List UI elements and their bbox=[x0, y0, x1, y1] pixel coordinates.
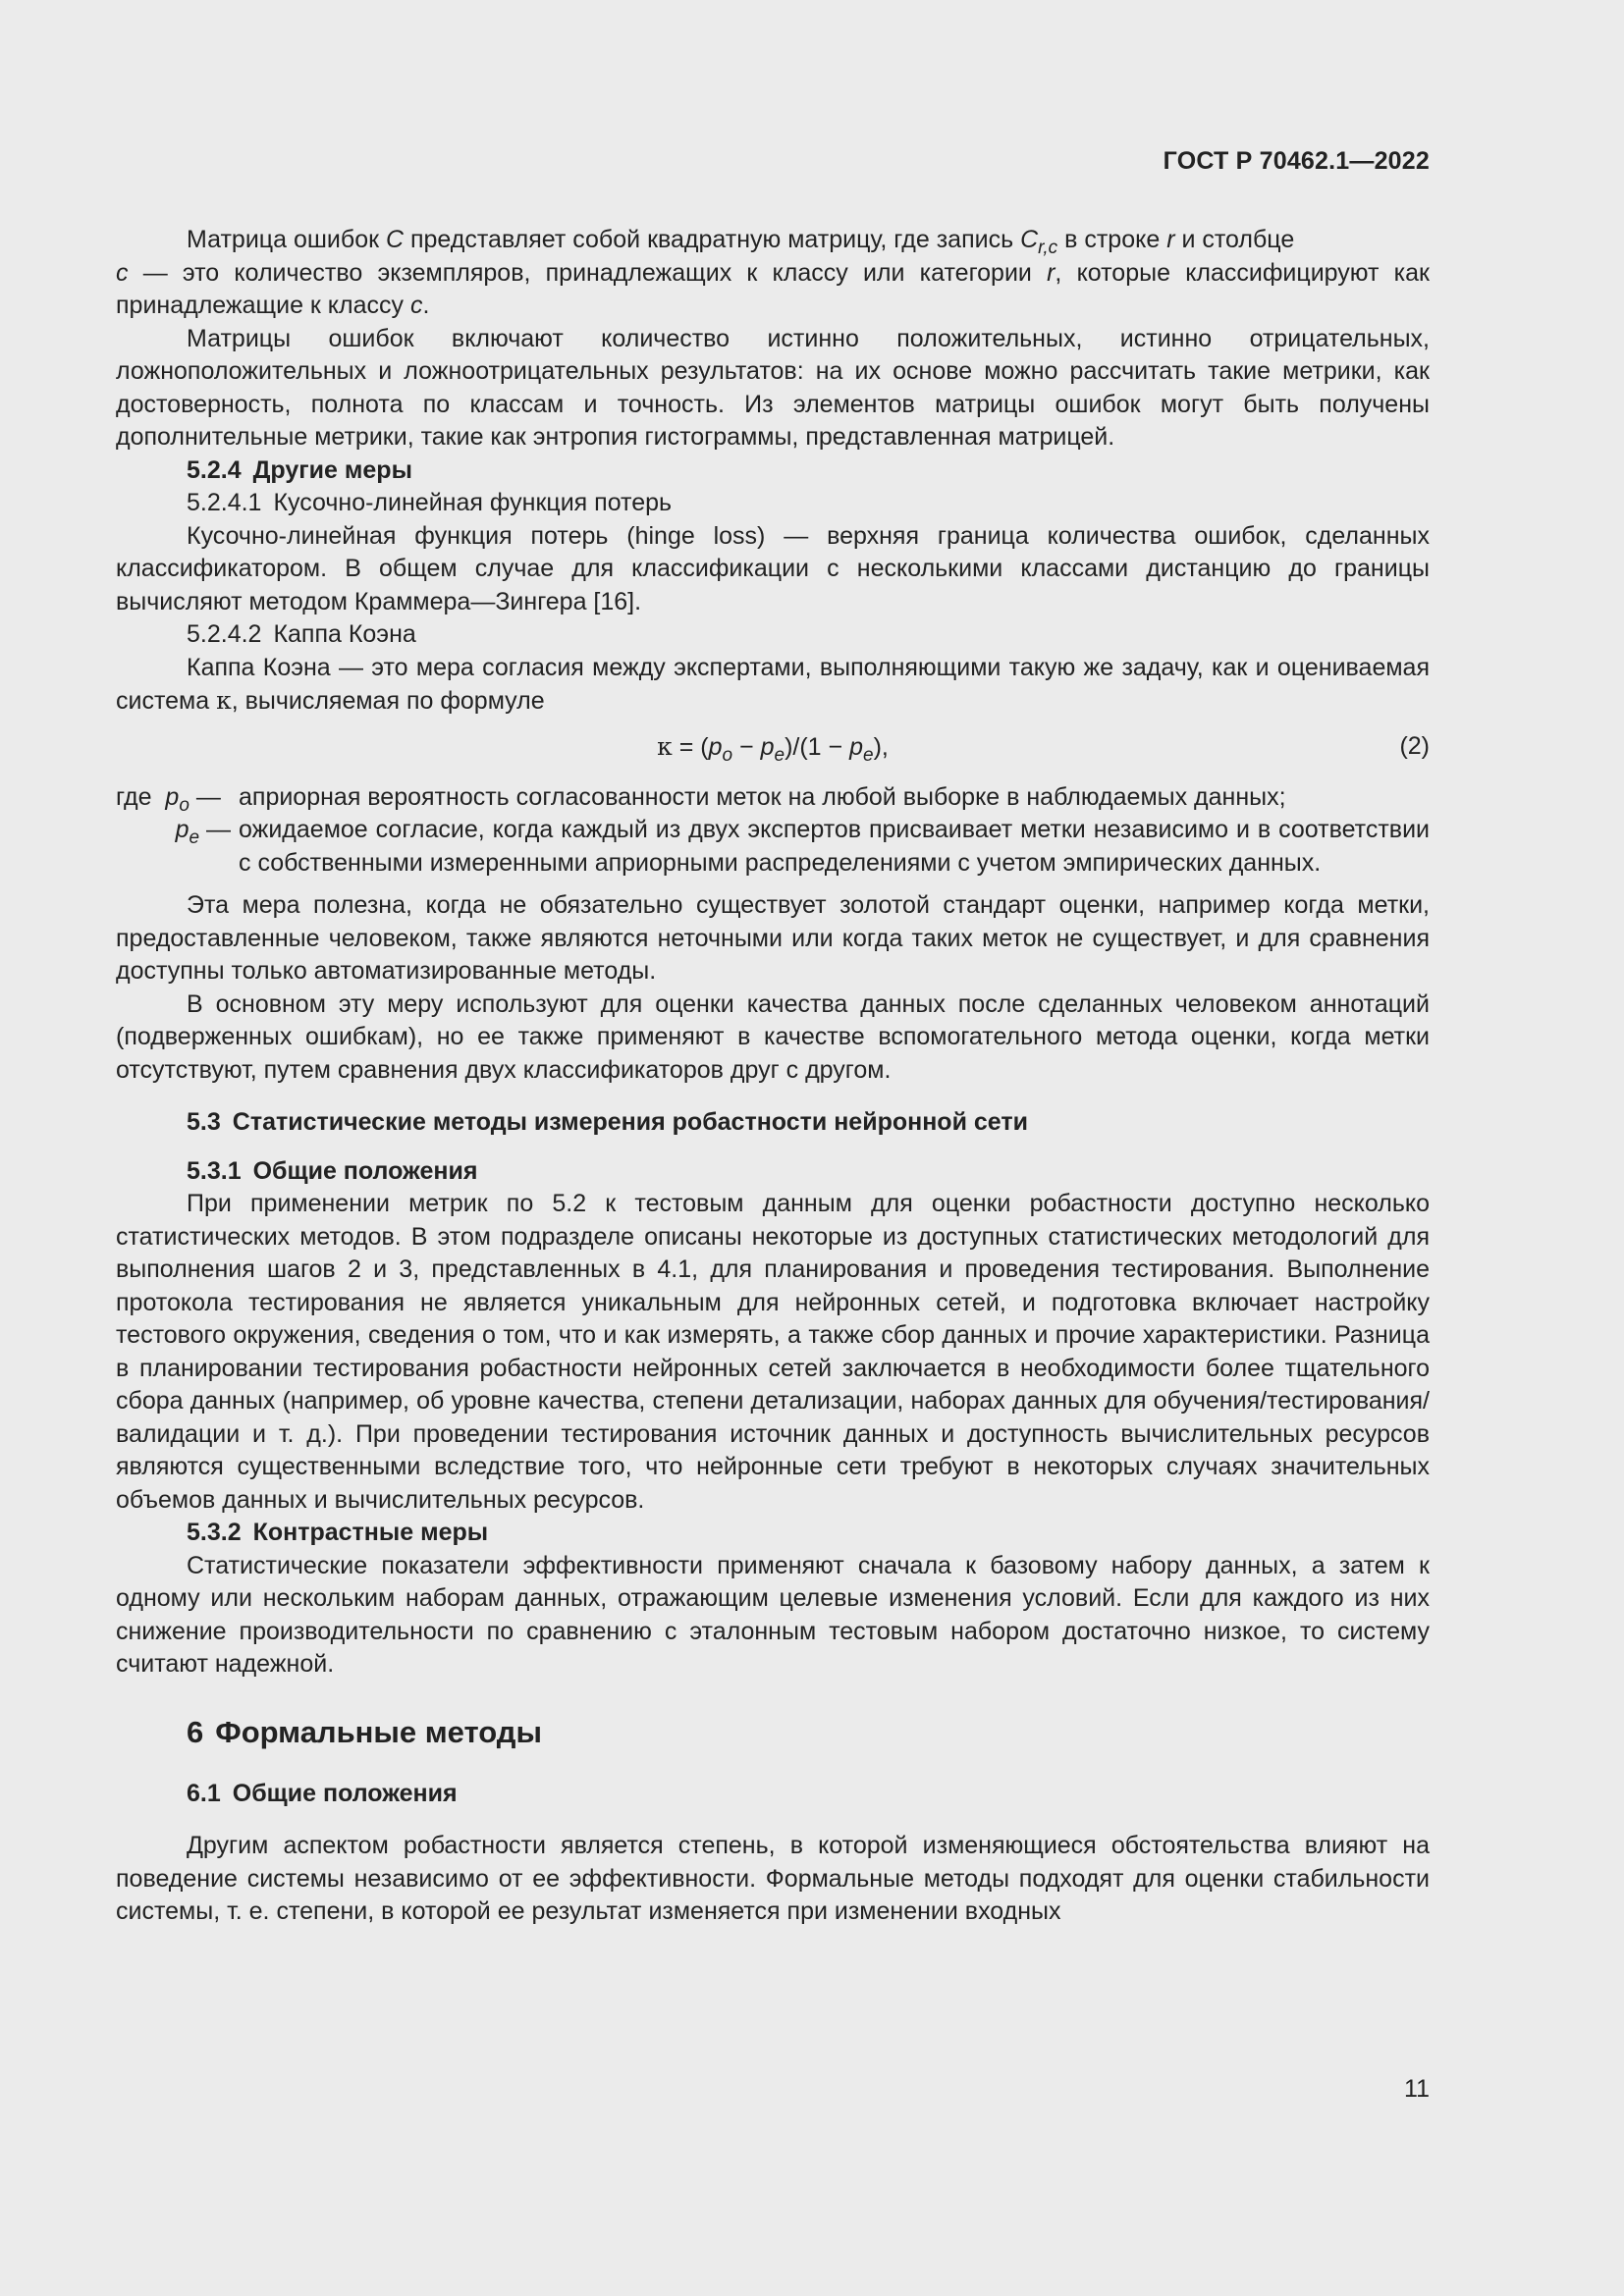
section-number: 6 bbox=[187, 1714, 204, 1749]
section-heading-5-2-4-2 bbox=[116, 618, 1430, 652]
math-subscript: e bbox=[189, 828, 200, 848]
kappa-symbol: κ bbox=[216, 686, 232, 715]
section-heading-6-1 bbox=[116, 1778, 1430, 1811]
paragraph-confusion-matrix bbox=[116, 224, 1430, 323]
formula-legend bbox=[116, 781, 1430, 881]
text-run: представляет собой квадратную матрицу, где запись bbox=[404, 226, 1021, 253]
math-var: r bbox=[1166, 226, 1175, 253]
page-content bbox=[116, 224, 1430, 1929]
math-var: p bbox=[165, 782, 180, 811]
section-number: 5.3.1 bbox=[187, 1156, 242, 1185]
section-heading-5-3-2 bbox=[116, 1517, 1430, 1550]
section-title: Статистические методы измерения робастности нейронной сети bbox=[232, 1108, 1028, 1136]
section-number: 5.3 bbox=[187, 1108, 221, 1136]
math-var: r bbox=[1047, 258, 1056, 287]
legend-text-pe: ожидаемое согласие, когда каждый из двух экспертов присваивает метки независимо и в соответствии с собственными измеренными априорными распределениями с учетом эмпирических данных. bbox=[239, 816, 1430, 877]
math-subscript: o bbox=[722, 744, 733, 766]
text-run: , вычисляемая по формуле bbox=[231, 687, 545, 715]
section-title: Формальные методы bbox=[215, 1714, 542, 1749]
math-var: c bbox=[116, 258, 129, 287]
section-number: 6.1 bbox=[187, 1779, 221, 1807]
section-number: 5.2.4 bbox=[187, 455, 242, 484]
math-var: p bbox=[708, 732, 723, 761]
formula-kappa bbox=[116, 726, 1430, 768]
section-number: 5.3.2 bbox=[187, 1519, 242, 1546]
text-run: и столбце bbox=[1174, 226, 1295, 253]
text-run: Матрица ошибок bbox=[187, 226, 386, 253]
math-subscript: e bbox=[862, 744, 874, 766]
formula-text: − bbox=[732, 732, 761, 761]
text-run: — это количество экземпляров, принадлежащих к классу или категории bbox=[128, 258, 1048, 287]
section-title: Кусочно-линейная функция потерь bbox=[273, 489, 673, 516]
document-header: ГОСТ Р 70462.1—2022 bbox=[1163, 147, 1430, 175]
math-subscript: r,c bbox=[1038, 238, 1058, 258]
paragraph-annotation-quality: В основном эту меру используют для оценки качества данных после сделанных человеком аннотаций (подверженных ошибкам), но ее также применяют в качестве вспомогательного метода оценки, когда метки отсутствуют, путем сравнения двух классификаторов друг с другом. bbox=[116, 989, 1430, 1084]
paragraph-hinge-loss: Кусочно-линейная функция потерь (hinge loss) — верхняя граница количества ошибок, сделанных классификатором. В общем случае для классификации с несколькими классами дистанцию до границы вычисляют методом Краммера—Зингера [16]. bbox=[116, 521, 1430, 615]
paragraph-statistical-methods: При применении метрик по 5.2 к тестовым данным для оценки робастности доступно несколько статистических методов. В этом подразделе описаны некоторые из доступных статистических методологий для выполнения шагов 2 и 3, представленных в 4.1, для планирования и проведения тестирования. Выполнение протокола тестирования не является уникальным для нейронных сетей, и подготовка включает настройку тестового окружения, сведения о том, что и как измерять, а также сбор данных и прочие характеристики. Разница в планировании тестирования робастности нейронных сетей заключается в необходимости более тщательного сбора данных (например, об уровне качества, степени детализации, наборах данных для обучения/тестирования/валидации и т. д.). При проведении тестирования источник данных и доступность вычислительных ресурсов являются существенными вследствие того, что нейронные сети требуют в некоторых случаях значительных объемов данных и вычислительных ресурсов. bbox=[116, 1190, 1430, 1514]
paragraph-confusion-metrics: Матрицы ошибок включают количество истинно положительных, истинно отрицательных, ложноположительных и ложноотрицательных результатов: на их основе можно рассчитать такие метрики, как достоверность, полнота по классам и точность. Из элементов матрицы ошибок могут быть получены дополнительные метрики, такие как энтропия гистограммы, представленная матрицей. bbox=[116, 324, 1430, 451]
section-heading-6 bbox=[116, 1713, 1430, 1752]
page-number: 11 bbox=[1404, 2075, 1430, 2103]
text-run: . bbox=[422, 292, 430, 319]
paragraph-cohen-kappa bbox=[116, 652, 1430, 719]
section-title: Другие меры bbox=[252, 455, 412, 484]
legend-dash: — bbox=[199, 816, 231, 843]
math-var: C bbox=[385, 226, 405, 253]
section-title: Каппа Коэна bbox=[273, 620, 416, 648]
section-heading-5-2-4-1 bbox=[116, 487, 1430, 520]
math-var-base: C bbox=[1020, 226, 1039, 253]
section-heading-5-2-4 bbox=[116, 454, 1430, 488]
math-subscript: o bbox=[179, 794, 189, 816]
paragraph-gold-standard: Эта мера полезна, когда не обязательно существует золотой стандарт оценки, например когда метки, предоставленные человеком, также являются неточными или когда таких меток не существует, и для сравнения доступны только автоматизированные методы. bbox=[116, 891, 1430, 985]
formula-text: = ( bbox=[672, 732, 709, 761]
section-number: 5.2.4.1 bbox=[187, 489, 262, 516]
section-title: Общие положения bbox=[232, 1779, 458, 1807]
legend-text-po: априорная вероятность согласованности меток на любой выборке в наблюдаемых данных; bbox=[239, 782, 1286, 811]
math-var: p bbox=[849, 732, 863, 761]
legend-term-po bbox=[116, 781, 239, 815]
paragraph-contrast-measures: Статистические показатели эффективности применяют сначала к базовому набору данных, а затем к одному или нескольким наборам данных, отражающим целевые изменения условий. Если для каждого из них снижение производительности по сравнению с эталонным тестовым набором достаточно низкое, то систему считают надежной. bbox=[116, 1551, 1430, 1678]
kappa-symbol: κ bbox=[657, 731, 673, 761]
formula-text: ), bbox=[873, 732, 889, 761]
text-run: , которые классифицируют как принадлежащие к классу bbox=[116, 258, 1430, 319]
math-var: p bbox=[760, 732, 775, 761]
math-var: p bbox=[175, 816, 189, 843]
where-label: где bbox=[116, 782, 152, 811]
paragraph-formal-methods: Другим аспектом робастности является степень, в которой изменяющиеся обстоятельства влияют на поведение системы независимо от ее эффективности. Формальные методы подходят для оценки стабильности системы, т. е. степени, в которой ее результат изменяется при изменении входных bbox=[116, 1832, 1430, 1925]
legend-term-pe bbox=[116, 814, 239, 880]
section-number: 5.2.4.2 bbox=[187, 620, 262, 648]
legend-dash: — bbox=[189, 782, 221, 811]
formula-expression bbox=[116, 730, 1430, 765]
math-subscript: e bbox=[774, 744, 785, 766]
section-title: Контрастные меры bbox=[252, 1519, 489, 1546]
section-heading-5-3-1 bbox=[116, 1155, 1430, 1189]
math-var bbox=[1020, 226, 1058, 258]
text-run: в строке bbox=[1057, 226, 1167, 253]
formula-number: (2) bbox=[1399, 731, 1430, 760]
math-var: c bbox=[409, 292, 423, 319]
section-heading-5-3 bbox=[116, 1106, 1430, 1140]
formula-text: )/(1 − bbox=[785, 732, 850, 761]
section-title: Общие положения bbox=[252, 1156, 478, 1185]
text-run: Каппа Коэна — это мера согласия между экспертами, выполняющими такую же задачу, как и оцениваемая система bbox=[116, 653, 1430, 715]
